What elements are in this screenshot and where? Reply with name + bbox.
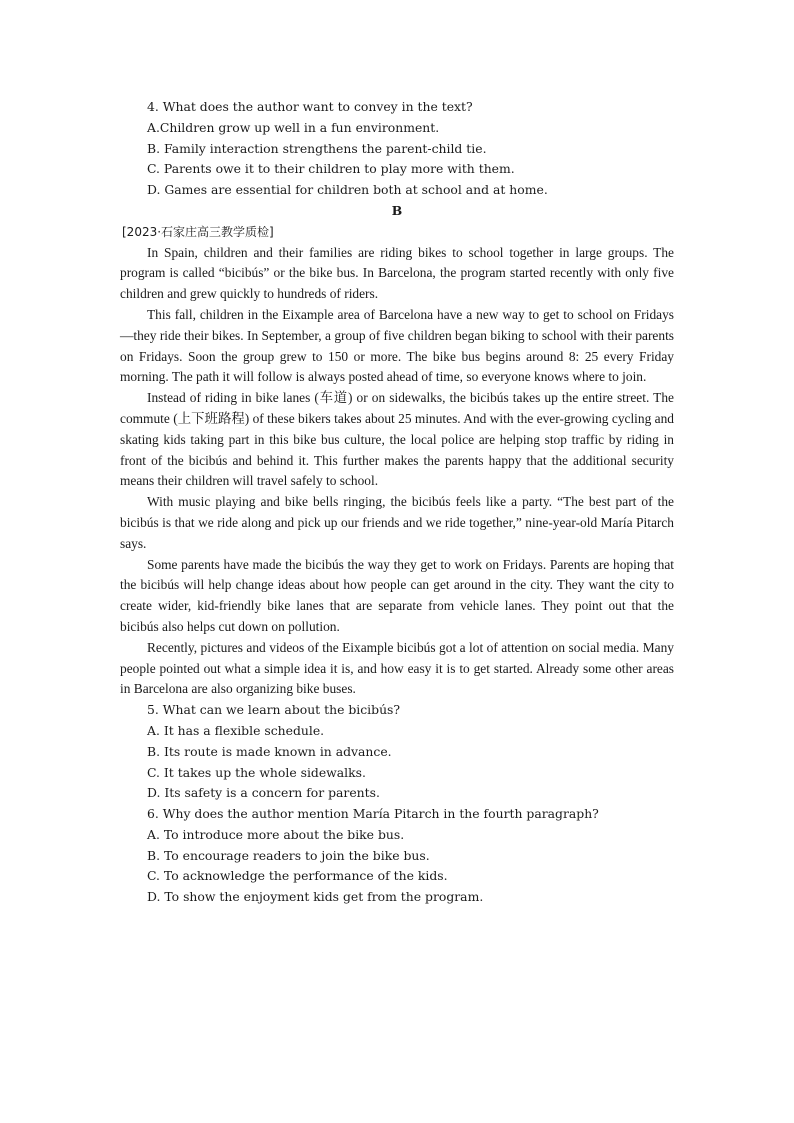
- question-6-option-d: D. To show the enjoyment kids get from the program.: [147, 889, 484, 905]
- passage-paragraph-6: Recently, pictures and videos of the Eixample bicibús got a lot of attention on social media. Many people pointed out what a simple idea it is, and how easy it is to get started. Already some other areas in Barcelona are also organizing bike buses.: [120, 639, 674, 697]
- question-6-option-c: C. To acknowledge the performance of the kids.: [147, 868, 448, 884]
- question-5-option-a: A. It has a flexible schedule.: [147, 722, 325, 738]
- question-5-option-c: C. It takes up the whole sidewalks.: [147, 764, 366, 780]
- passage-paragraph-4: With music playing and bike bells ringing, the bicibús feels like a party. “The best part of the bicibús is that we ride along and pick up our friends and we ride together,” nine-year-old María Pitarch says.: [120, 494, 674, 551]
- passage-paragraph-1: In Spain, children and their families are riding bikes to school together in large groups. The program is called “bicibús” or the bike bus. In Barcelona, the program started recently with only five children and grew quickly to hundreds of riders.: [120, 244, 674, 302]
- question-4-stem: 4. What does the author want to convey in the text?: [147, 99, 473, 114]
- passage-paragraph-5: Some parents have made the bicibús the way they get to work on Fridays. Parents are hoping that the bicibús will help change ideas about how people can get around in the city. They want the city to create wider, kid-friendly bike lanes that are separate from vehicle lanes. They point out that the bicibús also helps cut down on pollution.: [120, 556, 674, 634]
- question-6-option-a: A. To introduce more about the bike bus.: [147, 826, 405, 842]
- question-5-option-d: D. Its safety is a concern for parents.: [147, 785, 380, 801]
- question-6-option-b: B. To encourage readers to join the bike bus.: [147, 847, 430, 863]
- question-4-option-d: D. Games are essential for children both at school and at home.: [147, 182, 548, 198]
- question-4-option-a: A.Children grow up well in a fun environment.: [147, 119, 440, 135]
- question-6-stem: 6. Why does the author mention María Pitarch in the fourth paragraph?: [147, 806, 599, 822]
- source-citation: [2023·石家庄高三教学质检]: [122, 224, 274, 239]
- question-4-option-c: C. Parents owe it to their children to play more with them.: [147, 161, 515, 177]
- section-label: B: [391, 202, 403, 218]
- question-5-option-b: B. Its route is made known in advance.: [147, 743, 392, 759]
- question-5-stem: 5. What can we learn about the bicibús?: [147, 702, 401, 718]
- passage-paragraph-3: Instead of riding in bike lanes (车道) or on sidewalks, the bicibús takes up the entire street. The commute (上下班路程) of these bikers takes about 25 minutes. And with the ever-growing cycling and skating kids taking part in this bike bus culture, the local police are helping stop traffic by riding in front of the bicibús and behind it. This further makes the parents happy that the additional security means their children will travel safely to school.: [120, 390, 674, 489]
- passage-paragraph-2: This fall, children in the Eixample area of Barcelona have a new way to get to school on Fridays—they ride their bikes. In September, a group of five children began biking to school with their parents on Fridays. Soon the group grew to 150 or more. The bike bus begins around 8: 25 every Friday morning. The path it will follow is always posted ahead of time, so everyone knows where to join.: [120, 306, 674, 385]
- page-content: [120, 97, 674, 908]
- question-4-option-b: B. Family interaction strengthens the parent-child tie.: [147, 140, 487, 156]
